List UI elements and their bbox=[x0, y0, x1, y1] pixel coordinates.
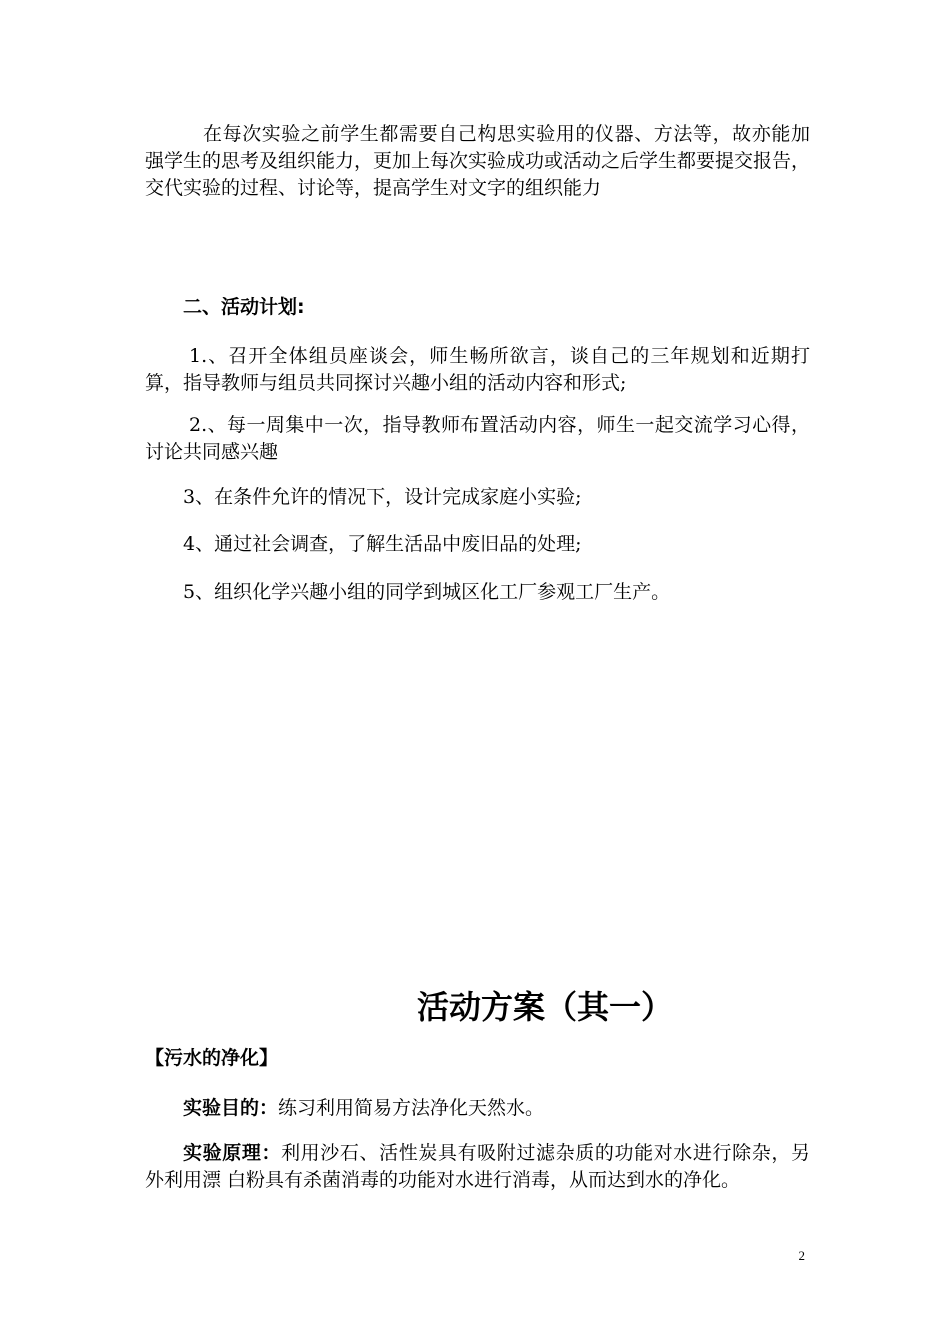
plan-item-1: 1.、召开全体组员座谈会，师生畅所欲言，谈自己的三年规划和近期打算，指导教师与组员共同探讨兴趣小组的活动内容和形式; bbox=[145, 345, 810, 394]
plan-title: 活动方案（其一） bbox=[416, 988, 673, 1026]
principle-text: 利用沙石、活性炭具有吸附过滤杂质的功能对水进行除杂，另外利用漂 白粉具有杀菌消毒的功能对水进行消毒，从而达到水的净化。 bbox=[145, 1142, 810, 1191]
plan-item-4: 4、通过社会调查，了解生活品中废旧品的处理; bbox=[183, 533, 582, 555]
experiment-principle bbox=[145, 1140, 810, 1194]
plan-item-5: 5、组织化学兴趣小组的同学到城区化工厂参观工厂生产。 bbox=[183, 581, 671, 603]
section-heading: 二、活动计划: bbox=[183, 296, 305, 318]
plan-item-2: 2.、每一周集中一次，指导教师布置活动内容，师生一起交流学习心得，讨论共同感兴趣 bbox=[145, 414, 810, 463]
plan-item-3: 3、在条件允许的情况下，设计完成家庭小实验; bbox=[183, 486, 582, 508]
principle-label: 实验原理： bbox=[183, 1142, 282, 1164]
purpose-text: 练习利用简易方法净化天然水。 bbox=[278, 1097, 545, 1119]
intro-paragraph: 在每次实验之前学生都需要自己构思实验用的仪器、方法等，故亦能加强学生的思考及组织能力，更加上每次实验成功或活动之后学生都要提交报告，交代实验的过程、讨论等，提高学生对文字的组织能力 bbox=[145, 123, 811, 199]
experiment-purpose bbox=[145, 1095, 810, 1122]
experiment-name: 【污水的净化】 bbox=[145, 1047, 279, 1069]
page-number: 2 bbox=[798, 1248, 805, 1263]
purpose-label: 实验目的： bbox=[183, 1097, 279, 1119]
